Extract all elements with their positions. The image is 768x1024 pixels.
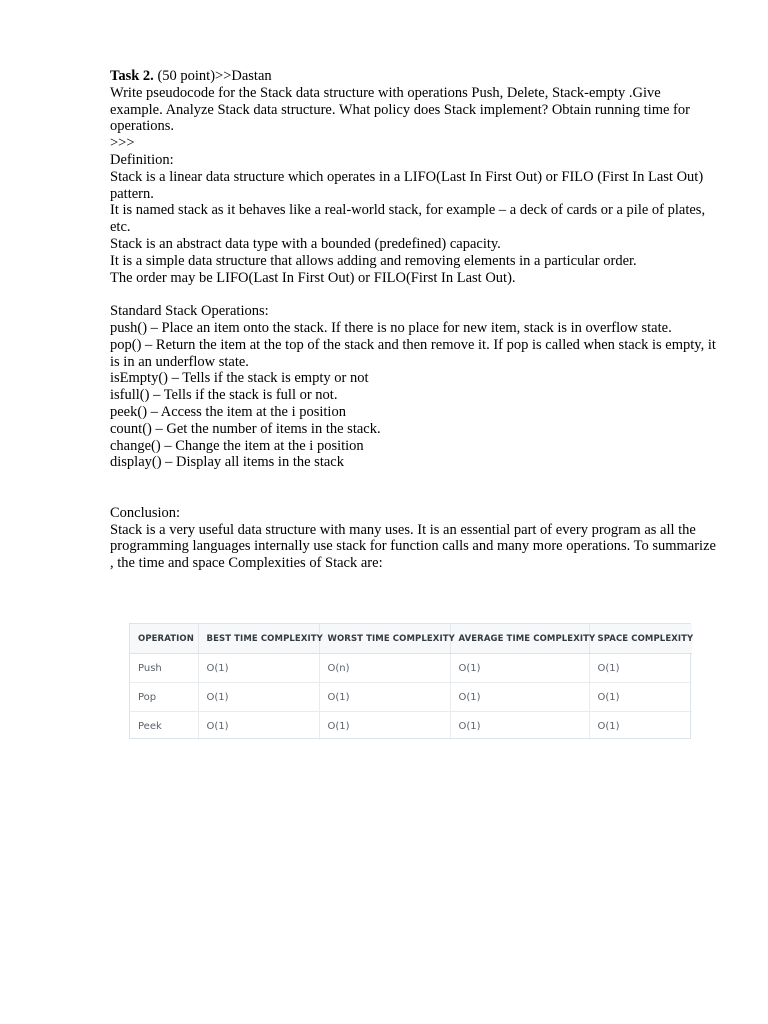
definition-line: Stack is a linear data structure which operates in a LIFO(Last In First Out) or FILO (First In Last Out) pattern.	[110, 168, 704, 202]
conclusion-heading: Conclusion:	[110, 504, 181, 521]
table-row	[130, 712, 692, 741]
definition-line: It is a simple data structure that allows adding and removing elements in a particular order.	[110, 252, 637, 269]
column-header: AVERAGE TIME COMPLEXITY	[450, 624, 589, 654]
table-header-row	[130, 624, 692, 654]
table-cell: O(1)	[597, 720, 620, 732]
table-cell: Push	[130, 654, 198, 683]
operation-item: display() – Display all items in the stack	[110, 454, 344, 471]
table-cell: O(1)	[198, 712, 319, 741]
operation-item: isEmpty() – Tells if the stack is empty or not	[110, 370, 369, 387]
operation-item: change() – Change the item at the i position	[110, 437, 364, 454]
definition-line: It is named stack as it behaves like a real-world stack, for example – a deck of cards or a pile of plates, etc.	[110, 202, 706, 236]
table-row	[130, 683, 692, 712]
task-label: Task 2.	[110, 68, 154, 84]
operation-item: count() – Get the number of items in the stack.	[110, 420, 381, 437]
table-cell: O(1)	[589, 683, 692, 712]
table-cell: O(1)	[319, 683, 450, 712]
task-header	[110, 68, 716, 85]
operation-item: push() – Place an item onto the stack. If there is no place for new item, stack is in overflow state.	[110, 319, 672, 336]
definition-line: The order may be LIFO(Last In First Out) or FILO(First In Last Out).	[110, 269, 516, 286]
task-prompt: Write pseudocode for the Stack data structure with operations Push, Delete, Stack-empty .Give example. Analyze Stack data structure. What policy does Stack implement? Obtain running time for operations.	[110, 84, 690, 135]
complexity-table-image	[129, 623, 694, 739]
operation-item: isfull() – Tells if the stack is full or not.	[110, 387, 338, 404]
table-cell: O(1)	[450, 654, 589, 683]
complexity-table	[130, 624, 692, 740]
table-cell: O(1)	[198, 683, 319, 712]
answer-marker: >>>	[110, 135, 135, 152]
column-header: BEST TIME COMPLEXITY	[198, 624, 319, 654]
conclusion-text: Stack is a very useful data structure with many uses. It is an essential part of every program as all the programming languages internally use stack for function calls and many more operations. To summarize , the time and space Complexities of Stack are:	[110, 521, 716, 572]
document-body	[110, 68, 716, 572]
task-points: (50 point)>>Dastan	[153, 68, 272, 84]
table-cell: Pop	[130, 683, 198, 712]
table-cell: Peek	[130, 712, 198, 741]
table-cell: O(1)	[450, 712, 589, 741]
column-header: OPERATION	[130, 624, 198, 654]
table-row	[130, 654, 692, 683]
column-header: WORST TIME COMPLEXITY	[319, 624, 450, 654]
table-cell: O(1)	[589, 654, 692, 683]
operation-item: pop() – Return the item at the top of the stack and then remove it. If pop is called when stack is empty, it is in an underflow state.	[110, 336, 716, 370]
table-cell: O(1)	[198, 654, 319, 683]
definition-heading: Definition:	[110, 151, 174, 168]
definition-line: Stack is an abstract data type with a bounded (predefined) capacity.	[110, 235, 501, 252]
table-cell: O(n)	[319, 654, 450, 683]
spacer	[110, 471, 716, 505]
table-cell: O(1)	[450, 683, 589, 712]
operation-item: peek() – Access the item at the i position	[110, 403, 346, 420]
operations-heading: Standard Stack Operations:	[110, 303, 269, 320]
spacer	[110, 286, 716, 303]
column-header: SPACE COMPLEXITY	[589, 624, 692, 654]
table-cell: O(1)	[319, 712, 450, 741]
